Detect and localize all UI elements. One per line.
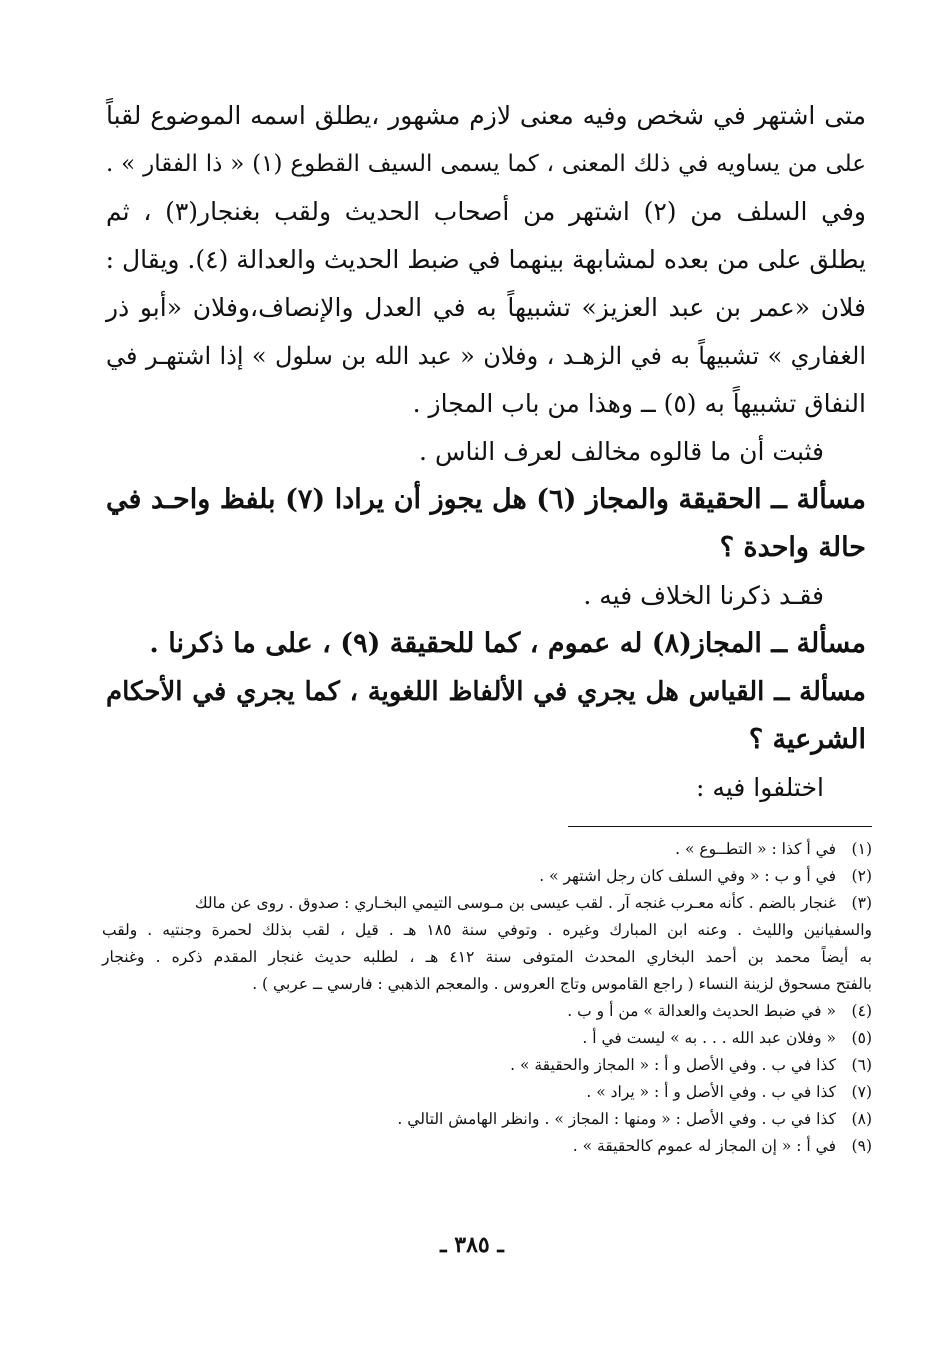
footnote-text: « وفلان عبد الله . . . به » ليست في أ . <box>582 1029 836 1047</box>
question-heading: مسألة ــ المجاز(٨) له عموم ، كما للحقيقة (٩) ، على ما ذكرنا . <box>149 628 866 659</box>
footnote <box>102 1052 872 1079</box>
footnote <box>102 863 872 890</box>
footnote-number: (١) <box>851 840 872 858</box>
text-line: فلان «عمر بن عبد العزيز» تشبيهاً به في العدل والإنصاف،وفلان «أبو ذر <box>106 293 866 322</box>
question-heading: حالة واحدة ؟ <box>719 532 866 563</box>
footnote-number: (٨) <box>851 1110 872 1128</box>
footnote-text: كذا في ب . وفي الأصل : « ومنها : المجاز » . وانظر الهامش التالي . <box>397 1110 836 1128</box>
footnote-text: « في ضبط الحديث والعدالة » من أ و ب . <box>567 1002 836 1020</box>
footnote-text: غنجار بالضم . كأنه معـرب غنجه آر . لقب عيسى بن مـوسى التيمي البخـاري : صدوق . روى عن مالك <box>194 894 836 912</box>
footnote-text: في أ و ب : « وفي السلف كان رجل اشتهر » . <box>539 867 836 885</box>
footnote <box>102 836 872 863</box>
text-line: على من يساويه في ذلك المعنى ، كما يسمى السيف القطوع (١) « ذا الفقار » . <box>106 151 866 177</box>
text-line: الغفاري » تشبيهاً به في الزهـد ، وفلان « عبد الله بن سلول » إذا اشتهـر في <box>106 342 866 370</box>
footnote <box>102 890 872 917</box>
text-line: وفي السلف من (٢) اشتهر من أصحاب الحديث ولقب بغنجار(٣) ، ثم <box>106 197 867 226</box>
footnote <box>102 1025 872 1052</box>
footnote-text: في أ كذا : « التطــوع » . <box>675 840 836 858</box>
question-heading: الشرعية ؟ <box>748 724 866 755</box>
answer-text: اختلفوا فيه : <box>696 773 824 802</box>
text-line: يطلق على من بعده لمشابهة بينهما في ضبط الحديث والعدالة (٤). ويقال : <box>105 245 866 274</box>
footnote-number: (٢) <box>851 867 872 885</box>
text-line: متى اشتهر في شخص وفيه معنى لازم مشهور ،يطلق اسمه الموضوع لقباً <box>106 101 866 130</box>
main-text <box>106 92 866 812</box>
footnote-number: (٩) <box>851 1137 872 1155</box>
footnote-continuation: والسفيانين والليث . وعنه ابن المبارك وغيره . وتوفي سنة ١٨٥ هـ . قيل ، لقب بذلك لحمرة وجنتيه . ولقب <box>102 921 872 939</box>
footnote-text: في أ : « إن المجاز له عموم كالحقيقة » . <box>572 1137 836 1155</box>
footnote-continuation: بالفتح مسحوق لزينة النساء ( راجع القاموس وتاج العروس . والمعجم الذهبي : فارسي ــ عربي ) . <box>252 975 872 993</box>
question-heading: مسألة ــ القياس هل يجري في الألفاظ اللغوية ، كما يجري في الأحكام <box>106 677 866 707</box>
footnote-number: (٧) <box>851 1083 872 1101</box>
footnote-separator <box>568 826 872 827</box>
answer-text: فقـد ذكرنا الخلاف فيه . <box>583 581 824 610</box>
text-line: النفاق تشبيهاً به (٥) ــ وهذا من باب المجاز . <box>412 389 866 418</box>
footnote-text: كذا في ب . وفي الأصل و أ : « المجاز والحقيقة » . <box>510 1056 836 1074</box>
question-heading: مسألة ــ الحقيقة والمجاز (٦) هل يجوز أن يرادا (٧) بلفظ واحـد في <box>106 484 866 515</box>
footnote-number: (٦) <box>851 1056 872 1074</box>
footnote <box>102 1106 872 1133</box>
footnote <box>102 1133 872 1160</box>
text-line: فثبت أن ما قالوه مخالف لعرف الناس . <box>419 437 824 466</box>
footnote-number: (٤) <box>851 1002 872 1020</box>
footnote-number: (٣) <box>851 894 872 912</box>
footnote-continuation: به أيضاً محمد بن أحمد البخاري المحدث المتوفى سنة ٤١٢ هـ ، لطلبه حديث غنجار المقدم ذكره . وغنجار <box>102 948 872 966</box>
footnotes <box>102 836 872 1160</box>
footnote <box>102 998 872 1025</box>
page-number: ـ ٣٨٥ ـ <box>440 1232 504 1258</box>
footnote <box>102 1079 872 1106</box>
footnote-number: (٥) <box>851 1029 872 1047</box>
footnote-text: كذا في ب . وفي الأصل و أ : « يراد » . <box>586 1083 836 1101</box>
